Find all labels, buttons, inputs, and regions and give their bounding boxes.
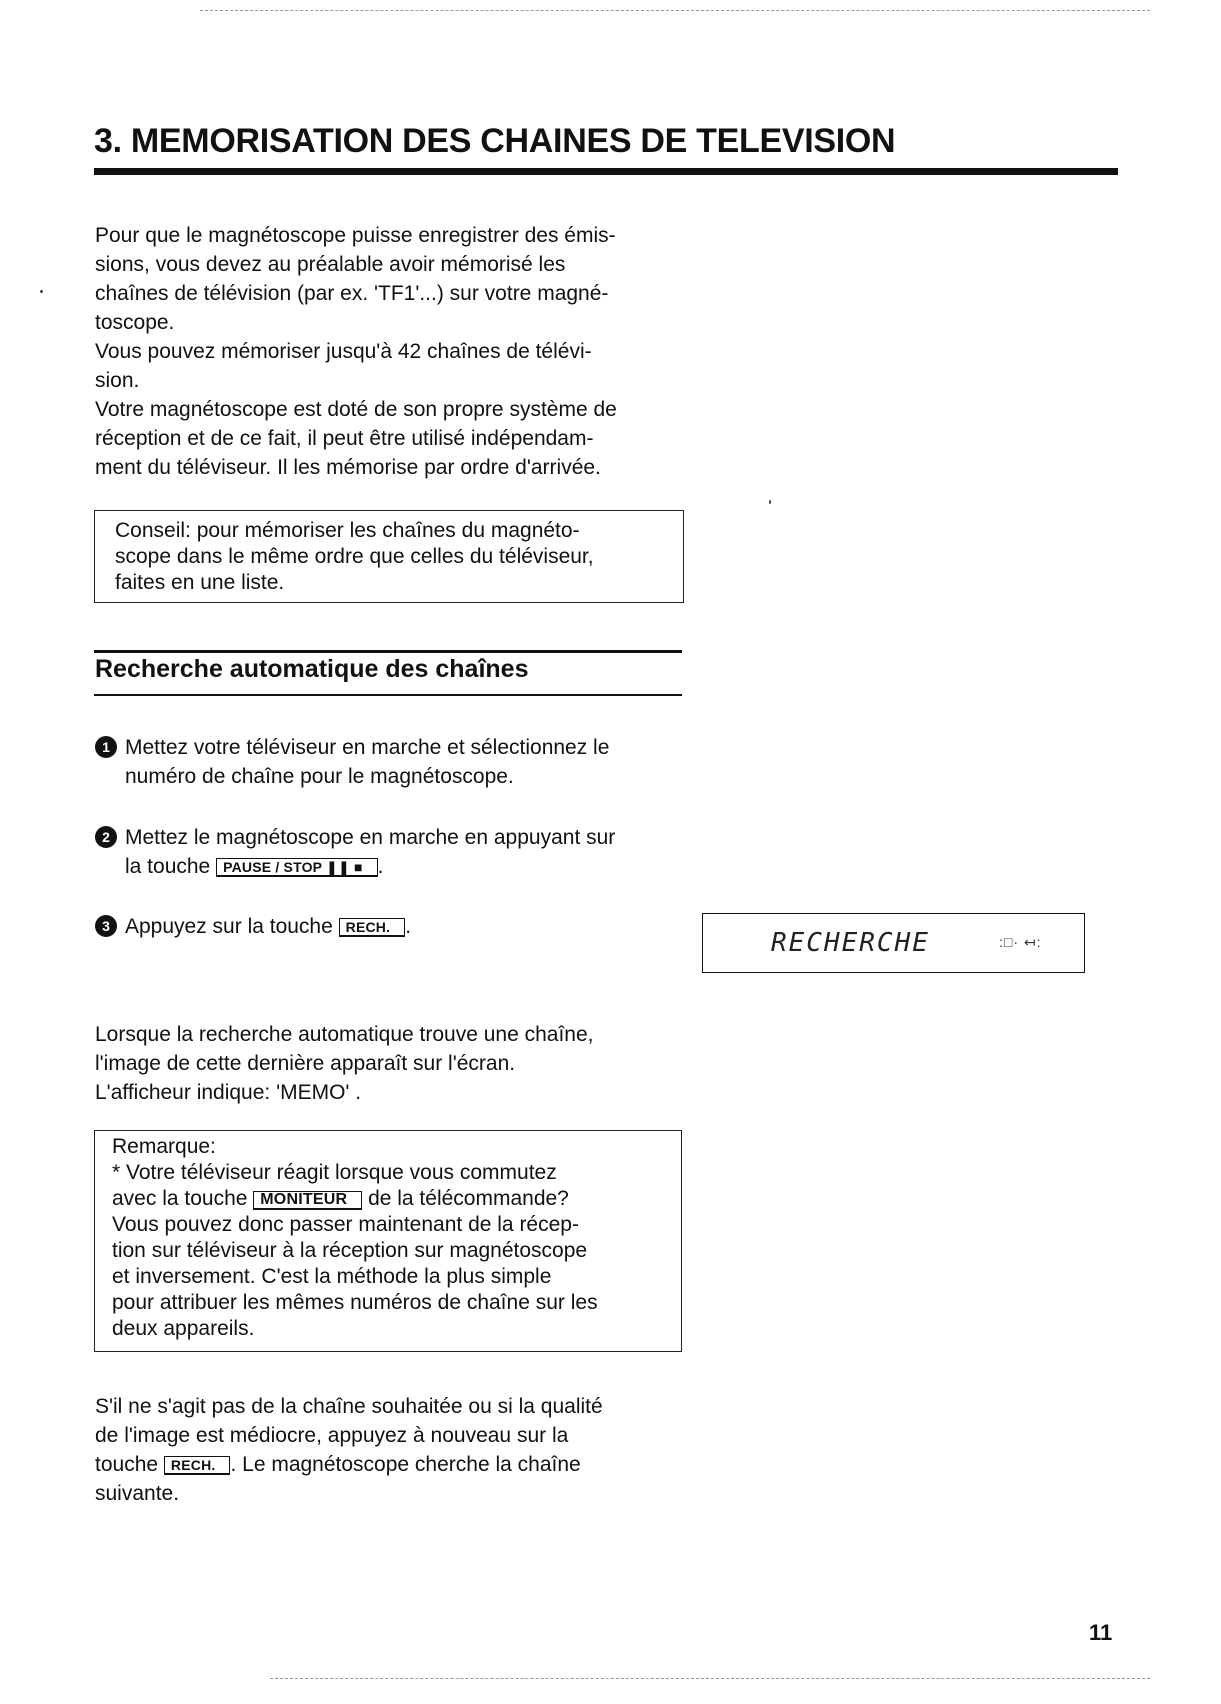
remark-line: tion sur téléviseur à la réception sur magnétoscope (112, 1239, 588, 1262)
scan-speck (40, 290, 43, 293)
remark-title: Remarque: (112, 1135, 216, 1158)
scan-speck (769, 500, 771, 504)
intro-line: sions, vous devez au préalable avoir mémorisé les (95, 253, 566, 276)
paragraph-line (95, 1450, 603, 1479)
display-readout: RECHERCHE (771, 928, 930, 958)
step-line: la touche (125, 855, 211, 878)
step-punctuation: . (405, 915, 412, 938)
intro-line: toscope. (95, 311, 175, 334)
title-underline (94, 168, 1118, 175)
page-title: 3. MEMORISATION DES CHAINES DE TELEVISION (94, 122, 896, 160)
step-line: Mettez le magnétoscope en marche en appuyant sur (125, 826, 616, 849)
intro-paragraph (95, 221, 617, 482)
step-1 (95, 733, 695, 791)
step-punctuation: . (377, 855, 384, 878)
step-number-badge: 2 (95, 826, 117, 848)
paragraph-line: Lorsque la recherche automatique trouve une chaîne, (95, 1023, 594, 1046)
remark-text: de la télécommande? (368, 1187, 569, 1210)
scan-artifact-top (200, 10, 1150, 11)
tip-line: faites en une liste. (115, 571, 285, 594)
section-rule-bottom (94, 694, 682, 696)
paragraph-text: touche (95, 1453, 159, 1476)
intro-line: réception et de ce fait, il peut être utilisé indépendam- (95, 427, 594, 450)
step-line: Appuyez sur la touche (125, 915, 333, 938)
step-3 (95, 912, 695, 941)
paragraph-line: suivante. (95, 1482, 180, 1505)
intro-line: chaînes de télévision (par ex. 'TF1'...) sur votre magné- (95, 282, 609, 305)
paragraph-line: l'image de cette dernière apparaît sur l'écran. (95, 1052, 516, 1075)
step-line: Mettez votre téléviseur en marche et sélectionnez le (125, 736, 610, 759)
step-text (125, 733, 695, 791)
tip-line: scope dans le même ordre que celles du téléviseur, (115, 545, 594, 568)
intro-line: Vous pouvez mémoriser jusqu'à 42 chaînes de télévi- (95, 340, 592, 363)
intro-line: Votre magnétoscope est doté de son propre système de (95, 398, 617, 421)
intro-line: Pour que le magnétoscope puisse enregistrer des émis- (95, 224, 616, 247)
step-line: numéro de chaîne pour le magnétoscope. (125, 765, 514, 788)
search-result-paragraph (95, 1020, 594, 1107)
intro-line: sion. (95, 369, 140, 392)
paragraph-line: de l'image est médiocre, appuyez à nouveau sur la (95, 1424, 569, 1447)
display-indicator-icon: :□· ↤: (999, 934, 1042, 950)
page-number: 11 (1089, 1620, 1113, 1645)
step-number-badge: 1 (95, 736, 117, 758)
pause-stop-key: PAUSE / STOP ❚❚ ■ (216, 858, 378, 877)
step-text (125, 912, 695, 941)
moniteur-key: MONITEUR (253, 1191, 362, 1210)
intro-line: ment du téléviseur. Il les mémorise par ordre d'arrivée. (95, 456, 601, 479)
remark-line: pour attribuer les mêmes numéros de chaîne sur les (112, 1291, 598, 1314)
vcr-display-panel (702, 913, 1085, 973)
remark-line: Vous pouvez donc passer maintenant de la récep- (112, 1213, 579, 1236)
rech-key: RECH. (164, 1456, 231, 1475)
step-text (125, 823, 695, 881)
paragraph-line: S'il ne s'agit pas de la chaîne souhaitée ou si la qualité (95, 1395, 603, 1418)
paragraph-text: . Le magnétoscope cherche la chaîne (230, 1453, 581, 1476)
section-heading: Recherche automatique des chaînes (95, 655, 529, 683)
remark-line: et inversement. C'est la méthode la plus simple (112, 1265, 552, 1288)
scan-artifact-bottom (270, 1678, 1150, 1679)
remark-line: deux appareils. (112, 1317, 255, 1340)
remark-box (94, 1130, 682, 1352)
tip-box (94, 510, 684, 603)
remark-text: avec la touche (112, 1187, 248, 1210)
final-paragraph (95, 1392, 603, 1508)
remark-line: * Votre téléviseur réagit lorsque vous commutez (112, 1161, 557, 1184)
rech-key: RECH. (339, 918, 406, 937)
section-rule-top (94, 650, 682, 653)
paragraph-line: L'afficheur indique: 'MEMO' . (95, 1081, 362, 1104)
step-2 (95, 823, 695, 881)
remark-line (112, 1186, 681, 1212)
tip-line: Conseil: pour mémoriser les chaînes du magnéto- (115, 519, 580, 542)
step-number-badge: 3 (95, 915, 117, 937)
